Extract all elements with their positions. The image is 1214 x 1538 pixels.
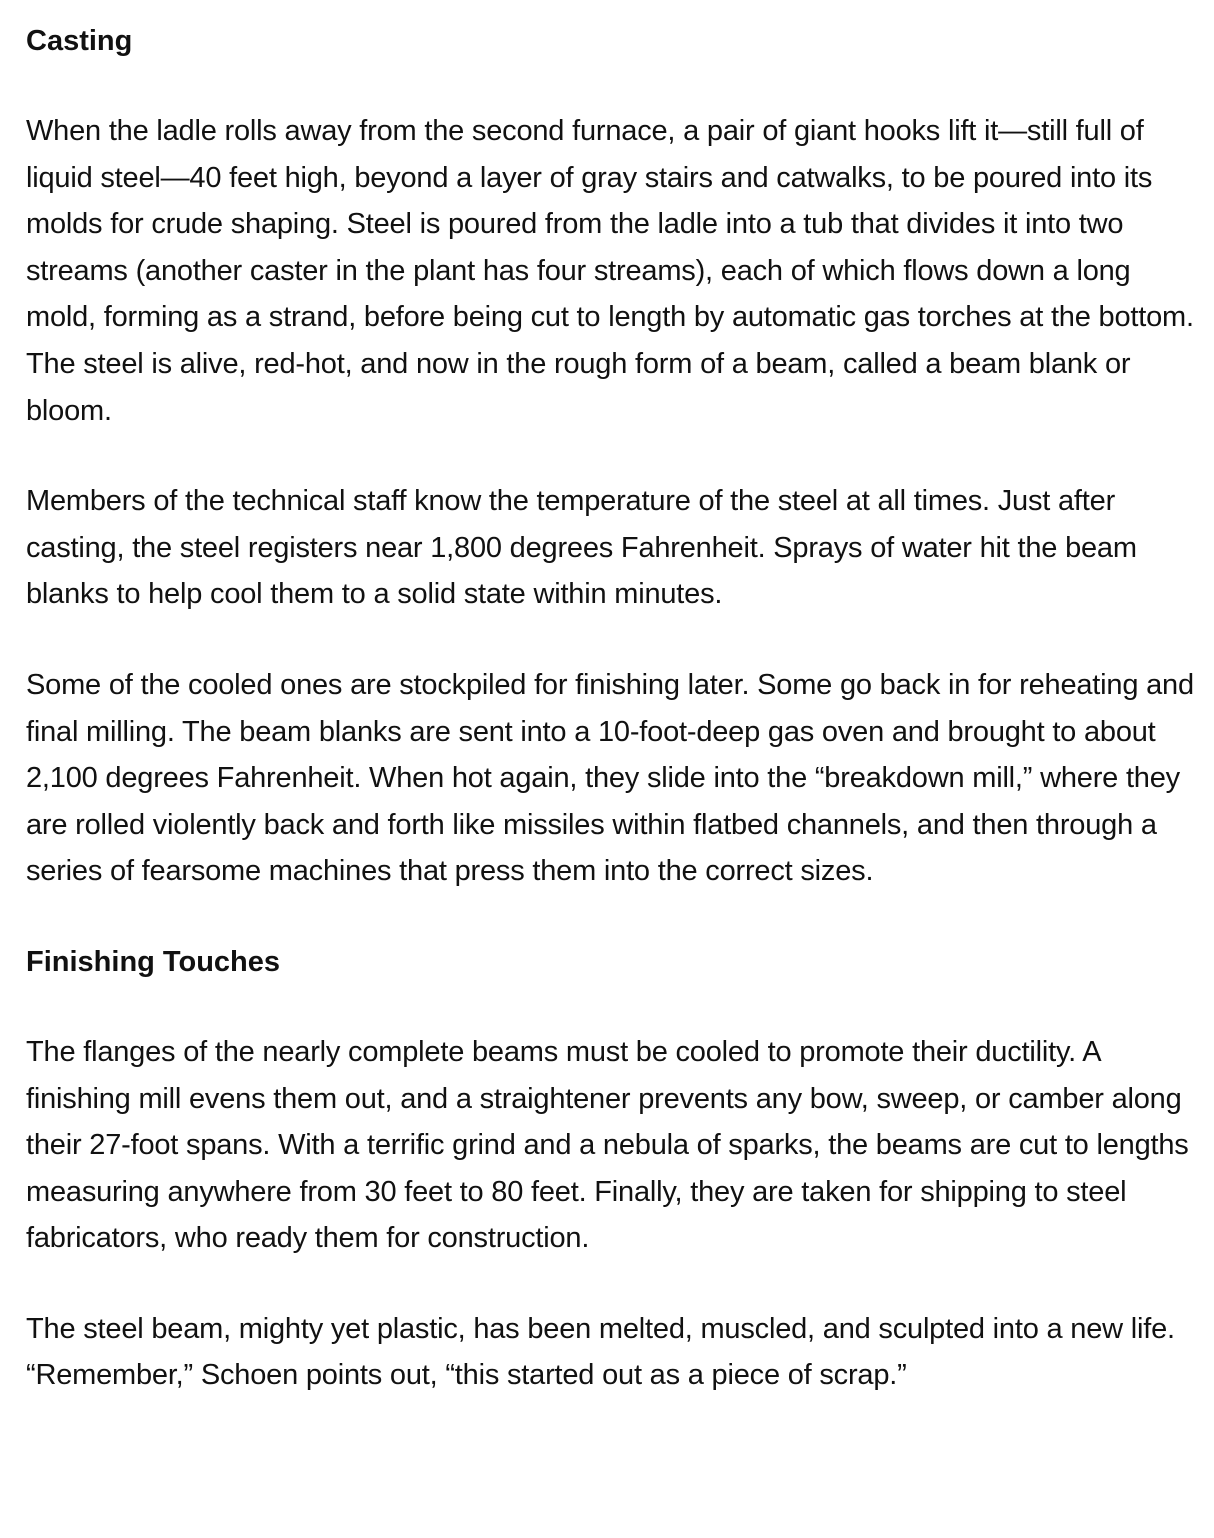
section-heading-finishing-touches: Finishing Touches bbox=[26, 945, 281, 978]
section-heading-casting: Casting bbox=[26, 25, 133, 57]
paragraph-finishing-2: The steel beam, mighty yet plastic, has been melted, muscled, and sculpted into a new life. “Remember,” Schoen points out, “this started out as a piece of scrap.” bbox=[26, 1312, 1175, 1392]
paragraph-finishing-1: The flanges of the nearly complete beams must be cooled to promote their ductility. A finishing mill evens them out, and a straightener prevents any bow, sweep, or camber along their 27-foot spans. With a terrific grind and a nebula of sparks, the beams are cut to lengths measuring anywhere from 30 feet to 80 feet. Finally, they are taken for shipping to steel fabricators, who ready them for construction. bbox=[26, 1035, 1189, 1255]
paragraph-casting-2: Members of the technical staff know the temperature of the steel at all times. Just after casting, the steel registers near 1,800 degrees Fahrenheit. Sprays of water hit the beam blanks to help cool them to a solid state within minutes. bbox=[26, 485, 1137, 611]
paragraph-casting-3: Some of the cooled ones are stockpiled for finishing later. Some go back in for reheating and final milling. The beam blanks are sent into a 10-foot-deep gas oven and brought to about 2,100 degrees Fahrenheit. When hot again, they slide into the “breakdown mill,” where they are rolled violently back and forth like missiles within flatbed channels, and then through a series of fearsome machines that press them into the correct sizes. bbox=[26, 668, 1194, 888]
article-body bbox=[26, 18, 1198, 1399]
paragraph-casting-1: When the ladle rolls away from the second furnace, a pair of giant hooks lift it—still full of liquid steel—40 feet high, beyond a layer of gray stairs and catwalks, to be poured into its molds for crude shaping. Steel is poured from the ladle into a tub that divides it into two streams (another caster in the plant has four streams), each of which flows down a long mold, forming as a strand, before being cut to length by automatic gas torches at the bottom. The steel is alive, red-hot, and now in the rough form of a beam, called a beam blank or bloom. bbox=[26, 115, 1194, 427]
